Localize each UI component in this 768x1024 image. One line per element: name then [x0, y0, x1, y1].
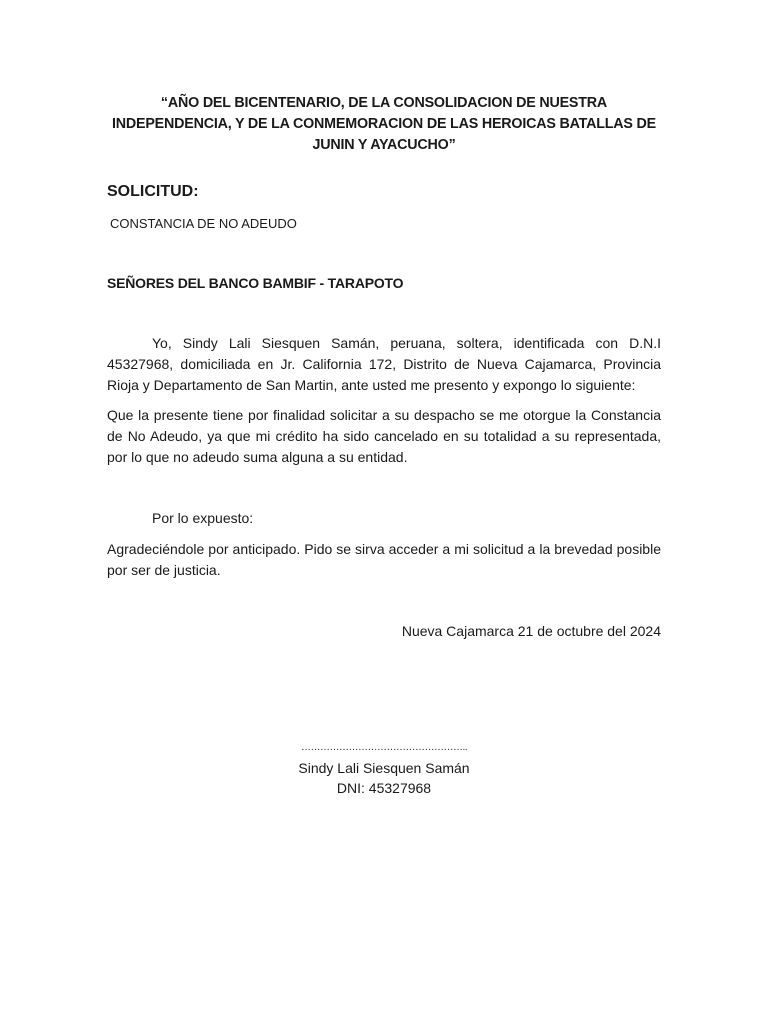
signer-name: Sindy Lali Siesquen Samán	[298, 760, 470, 776]
header-title: “AÑO DEL BICENTENARIO, DE LA CONSOLIDACION DE NUESTRA INDEPENDENCIA, Y DE LA CONMEMORACION DE LAS HEROICAS BATALLAS DE JUNIN Y AYACUCHO”	[111, 95, 657, 153]
body-paragraph-closing: Agradeciéndole por anticipado. Pido se sirva acceder a mi solicitud a la brevedad posible por ser de justicia.	[107, 541, 661, 578]
addressee: SEÑORES DEL BANCO BAMBIF - TARAPOTO	[107, 275, 404, 291]
solicitud-value: CONSTANCIA DE NO ADEUDO	[110, 216, 297, 231]
body-paragraph-request: Que la presente tiene por finalidad solicitar a su despacho se me otorgue la Constancia de No Adeudo, ya que mi crédito ha sido cancelado en su totalidad a su representada, por lo que no adeudo suma alguna a su entidad.	[107, 407, 661, 465]
signer-dni: DNI: 45327968	[336, 780, 432, 796]
signature-line: ……………………………………………..	[300, 742, 468, 753]
body-paragraph-intro: Yo, Sindy Lali Siesquen Samán, peruana, soltera, identificada con D.N.I 45327968, domiciliada en Jr. California 172, Distrito de Nueva Cajamarca, Provincia Rioja y Departamento de San Martin, ante usted me presento y expongo lo siguiente:	[107, 335, 661, 393]
date-line: Nueva Cajamarca 21 de octubre del 2024	[401, 623, 661, 639]
solicitud-label: SOLICITUD:	[107, 183, 199, 200]
body-paragraph-expuesto: Por lo expuesto:	[152, 510, 254, 526]
signature-block	[234, 742, 534, 798]
